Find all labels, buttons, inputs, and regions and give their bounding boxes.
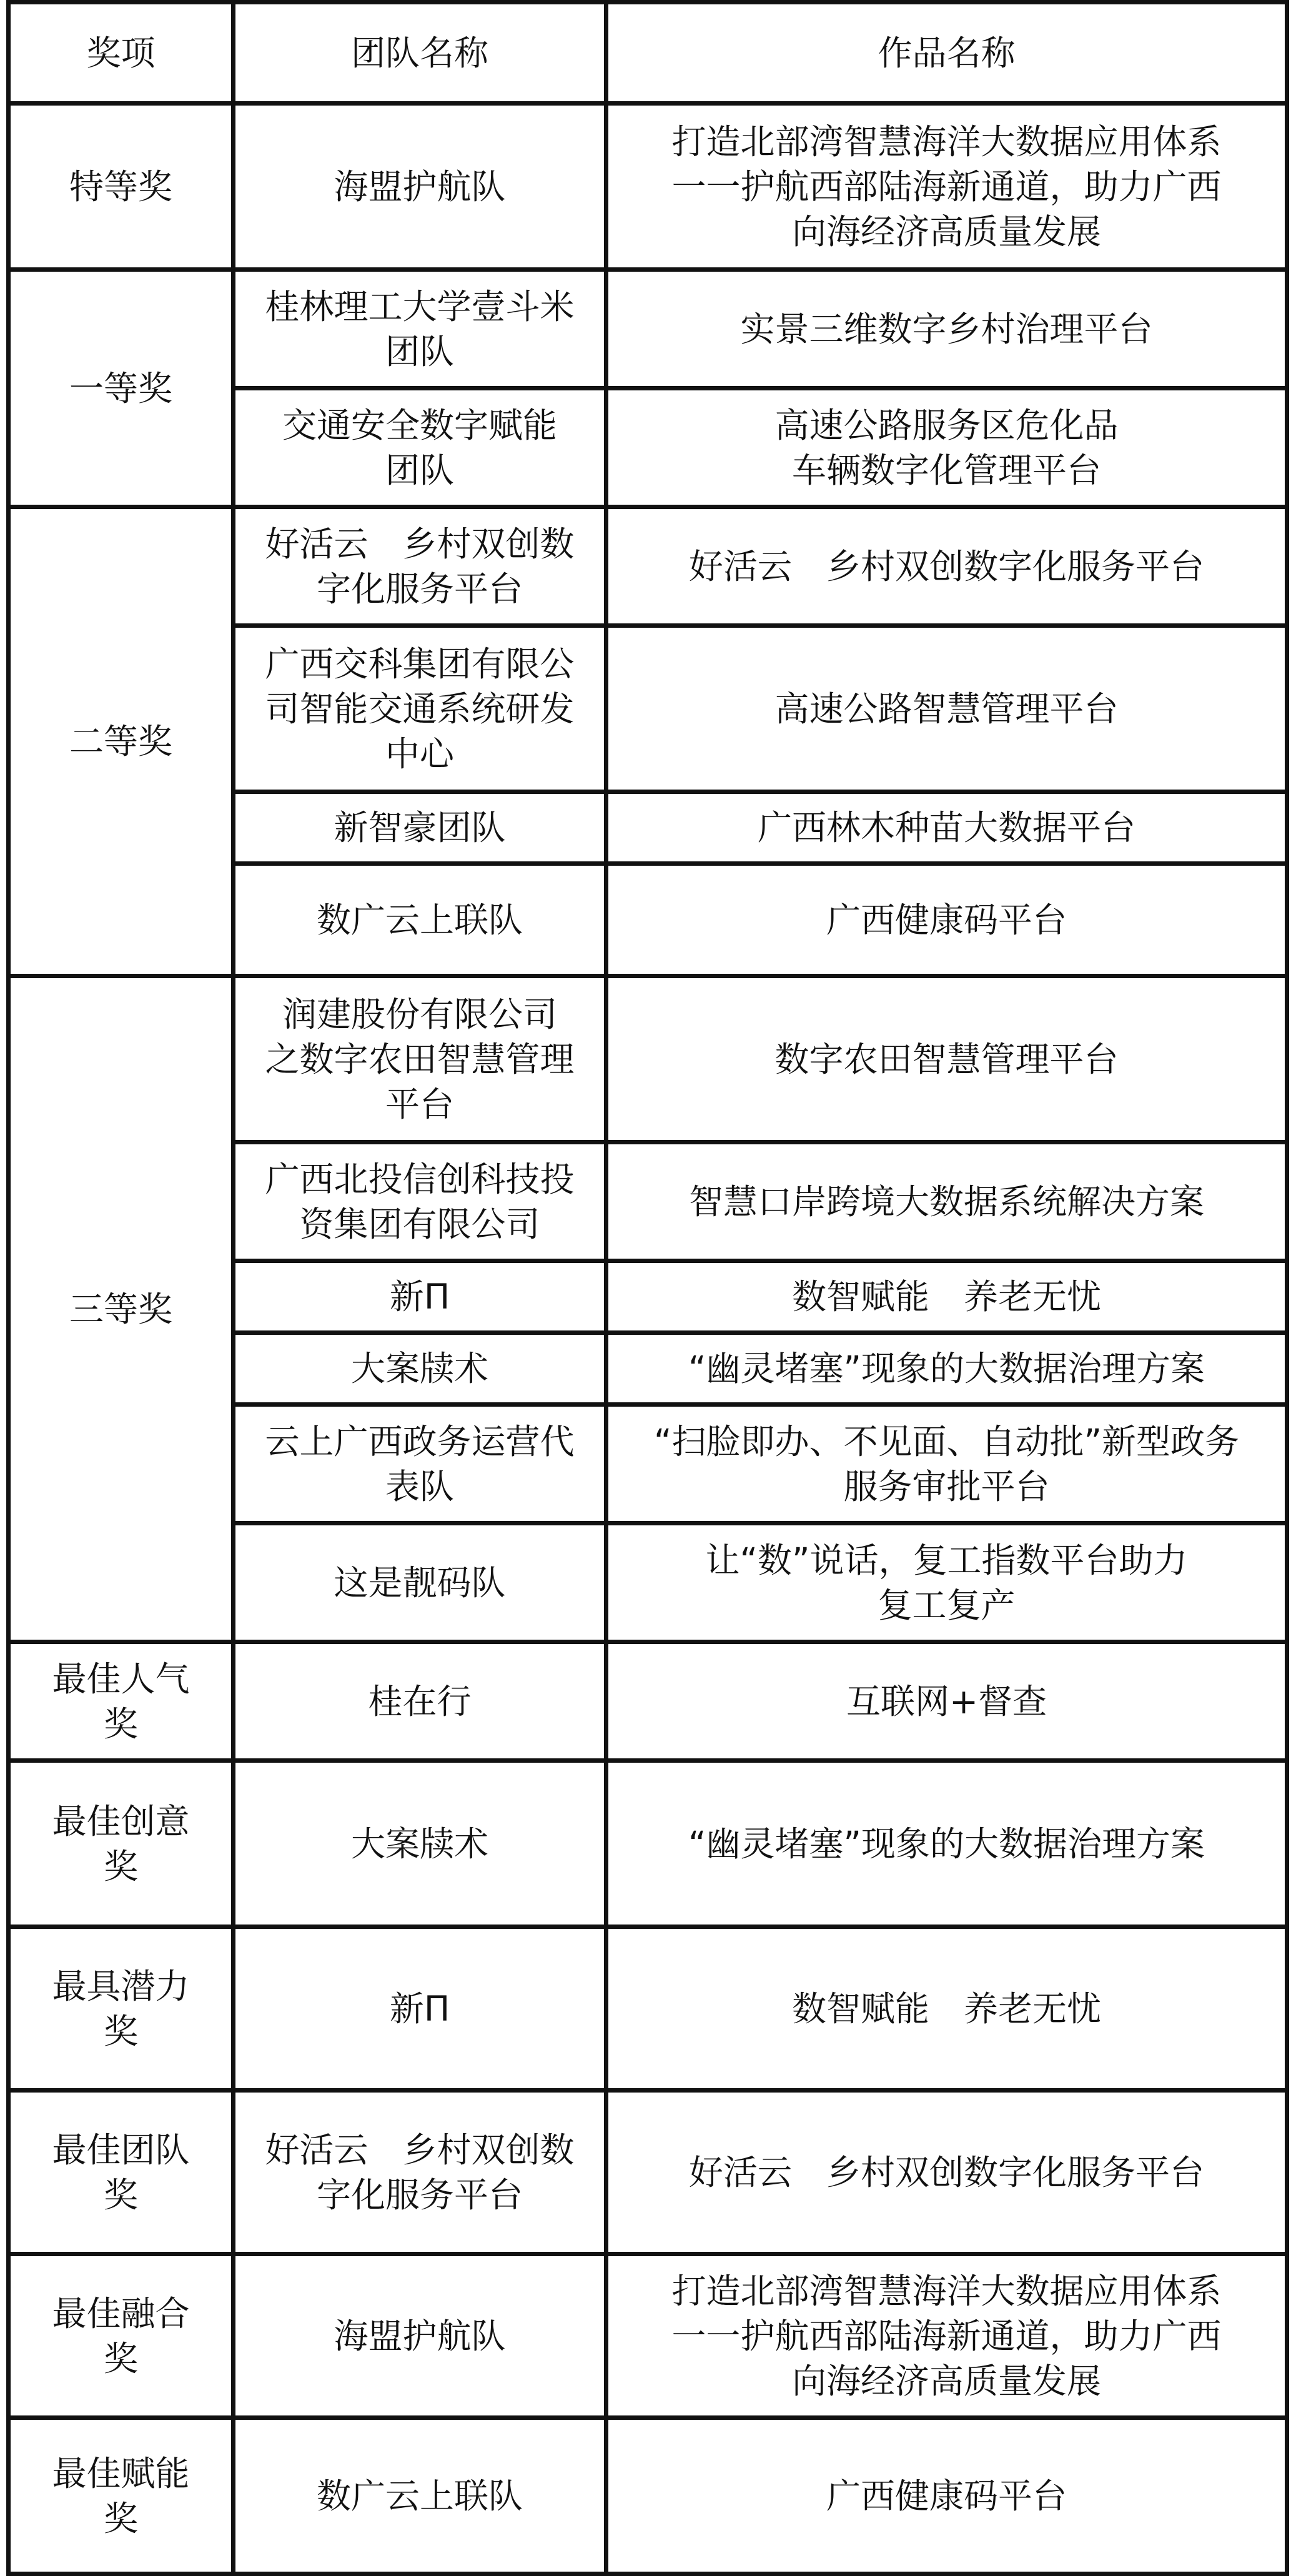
table-row [9,507,1287,626]
team-name: 桂在行 [368,1681,472,1721]
work-name: “幽灵堵塞”现象的大数据治理方案 [688,1349,1205,1389]
team-cell [234,104,606,270]
work-cell [606,389,1287,507]
award-cell [9,1642,234,1761]
table-row [9,1761,1287,1927]
award-cell [9,2418,234,2574]
table-row [9,1927,1287,2091]
work-name: 数智赋能 养老无忧 [791,1988,1101,2029]
work-cell [606,792,1287,864]
team-cell [234,2418,606,2574]
team-cell [234,1405,606,1523]
work-cell [606,1523,1287,1642]
work-cell [606,2418,1287,2574]
work-cell [606,1642,1287,1761]
team-name: 新智豪团队 [334,808,506,848]
award-table-body [9,2,1287,2574]
team-cell [234,1333,606,1405]
award-name: 最佳融合 奖 [52,2293,190,2379]
award-cell [9,2091,234,2254]
award-cell [9,976,234,1642]
team-cell [234,507,606,626]
team-cell [234,626,606,792]
work-cell [606,2091,1287,2254]
table-row [9,2254,1287,2418]
work-cell [606,2254,1287,2418]
work-cell [606,1761,1287,1927]
team-name: 新Π [389,1988,450,2029]
team-name: 广西交科集团有限公 司智能交通系统研发 中心 [265,643,575,774]
work-cell [606,864,1287,976]
work-cell [606,1261,1287,1333]
award-cell [9,270,234,507]
work-cell [606,1405,1287,1523]
table-row [9,976,1287,1142]
award-cell [9,1927,234,2091]
award-name: 最佳赋能 奖 [52,2453,190,2539]
work-name: 高速公路服务区危化品 车辆数字化管理平台 [774,405,1119,490]
team-name: 海盟护航队 [334,2316,506,2356]
team-name: 海盟护航队 [334,166,506,207]
team-name: 广西北投信创科技投 资集团有限公司 [265,1159,575,1244]
award-cell [9,2254,234,2418]
table-row [9,2418,1287,2574]
work-cell [606,1142,1287,1261]
award-name: 最佳人气 奖 [52,1658,190,1744]
work-cell [606,1333,1287,1405]
team-name: 这是靓码队 [334,1562,506,1603]
team-cell [234,1927,606,2091]
team-name: 数广云上联队 [316,2475,523,2516]
work-name: 打造北部湾智慧海洋大数据应用体系 一一护航西部陆海新通道，助力广西 向海经济高质量发展 [671,121,1222,252]
team-cell [234,864,606,976]
award-name: 二等奖 [69,721,172,761]
header-work: 作品名称 [606,2,1287,104]
team-name: 云上广西政务运营代 表队 [265,1421,575,1507]
work-cell [606,507,1287,626]
work-name: 高速公路智慧管理平台 [774,688,1119,729]
team-cell [234,1523,606,1642]
award-table [6,0,1289,2576]
work-cell [606,1927,1287,2091]
work-cell [606,104,1287,270]
work-name: 互联网+督查 [846,1681,1047,1721]
team-cell [234,792,606,864]
award-name: 三等奖 [69,1289,172,1329]
team-name: 润建股份有限公司 之数字农田智慧管理 平台 [265,994,575,1124]
work-cell [606,270,1287,389]
work-name: 好活云 乡村双创数字化服务平台 [688,546,1204,587]
award-cell [9,104,234,270]
award-cell [9,1761,234,1927]
team-cell [234,389,606,507]
work-name: 广西健康码平台 [826,899,1067,940]
team-cell [234,2254,606,2418]
work-cell [606,626,1287,792]
award-name: 最佳创意 奖 [52,1801,190,1886]
work-name: 让“数”说话，复工指数平台助力 复工复产 [705,1540,1188,1625]
award-name: 一等奖 [69,368,172,409]
table-row [9,2091,1287,2254]
work-name: 数智赋能 养老无忧 [791,1277,1101,1317]
team-cell [234,1142,606,1261]
header-team: 团队名称 [234,2,606,104]
team-name: 新Π [389,1277,450,1317]
award-cell [9,507,234,976]
team-cell [234,976,606,1142]
award-name: 最佳团队 奖 [52,2129,190,2215]
team-cell [234,1642,606,1761]
team-name: 好活云 乡村双创数 字化服务平台 [265,2129,575,2215]
team-name: 数广云上联队 [316,899,523,940]
work-name: 广西林木种苗大数据平台 [757,808,1135,848]
work-name: 打造北部湾智慧海洋大数据应用体系 一一护航西部陆海新通道，助力广西 向海经济高质量发展 [671,2271,1222,2401]
work-name: 广西健康码平台 [826,2475,1067,2516]
header-award: 奖项 [9,2,234,104]
work-name: 智慧口岸跨境大数据系统解决方案 [688,1181,1204,1222]
header-row [9,2,1287,104]
team-name: 好活云 乡村双创数 字化服务平台 [265,523,575,609]
table-row [9,270,1287,389]
award-name: 最具潜力 奖 [52,1966,190,2051]
team-name: 大案牍术 [350,1823,488,1864]
table-row [9,1642,1287,1761]
team-name: 交通安全数字赋能 团队 [282,405,557,490]
team-cell [234,1761,606,1927]
work-name: “幽灵堵塞”现象的大数据治理方案 [688,1823,1205,1864]
award-name: 特等奖 [69,166,172,207]
table-row [9,104,1287,270]
team-cell [234,2091,606,2254]
team-cell [234,270,606,389]
team-name: 桂林理工大学壹斗米 团队 [265,286,575,372]
team-cell [234,1261,606,1333]
work-cell [606,976,1287,1142]
work-name: 数字农田智慧管理平台 [774,1039,1119,1079]
work-name: “扫脸即办、不见面、自动批”新型政务 服务审批平台 [654,1421,1239,1507]
team-name: 大案牍术 [350,1349,488,1389]
work-name: 好活云 乡村双创数字化服务平台 [688,2152,1204,2192]
work-name: 实景三维数字乡村治理平台 [740,309,1153,349]
